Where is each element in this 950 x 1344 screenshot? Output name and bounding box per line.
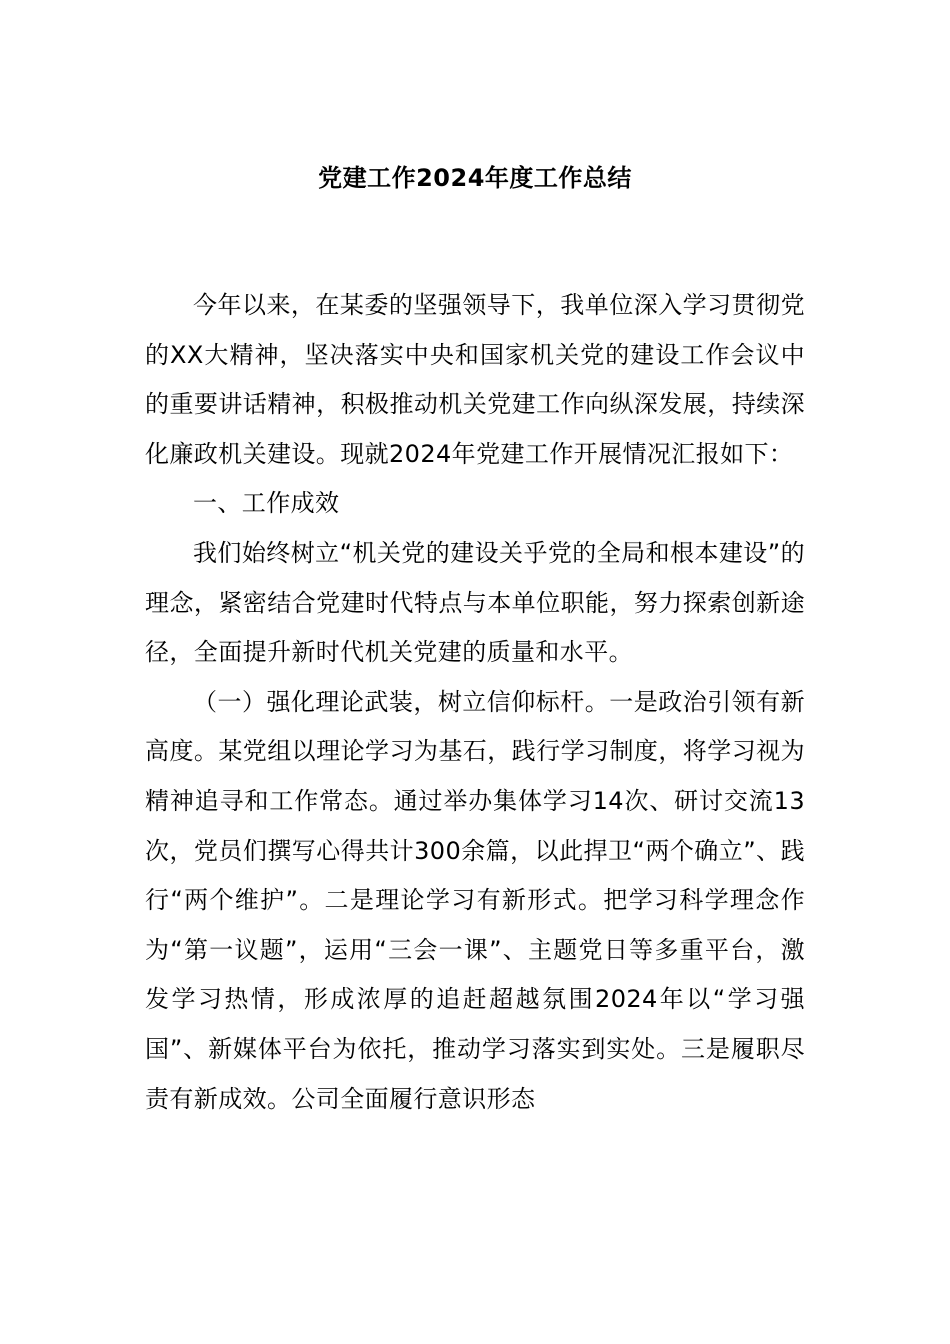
paragraph-concept: 我们始终树立“机关党的建设关乎党的全局和根本建设”的理念，紧密结合党建时代特点与本单位职能，努力探索创新途径，全面提升新时代机关党建的质量和水平。 — [145, 538, 805, 667]
document-title: 党建工作2024年度工作总结 — [318, 164, 632, 192]
document-body — [145, 281, 805, 1124]
paragraph-theory-arming: （一）强化理论武装，树立信仰标杆。一是政治引领有新高度。某党组以理论学习为基石，践行学习制度，将学习视为精神追寻和工作常态。通过举办集体学习14次、研讨交流13次，党员们撰写心得共计300余篇，以此捍卫“两个确立”、践行“两个维护”。二是理论学习有新形式。把学习科学理念作为“第一议题”，运用“三会一课”、主题党日等多重平台，激发学习热情，形成浓厚的追赶超越氛围2024年以“学习强国”、新媒体平台为依托，推动学习落实到实处。三是履职尽责有新成效。公司全面履行意识形态 — [145, 687, 805, 1113]
paragraph-intro: 今年以来，在某委的坚强领导下，我单位深入学习贯彻党的XX大精神，坚决落实中央和国家机关党的建设工作会议中的重要讲话精神，积极推动机关党建工作向纵深发展，持续深化廉政机关建设。现就2024年党建工作开展情况汇报如下： — [145, 291, 805, 468]
section-heading-work-results: 一、工作成效 — [193, 489, 340, 518]
